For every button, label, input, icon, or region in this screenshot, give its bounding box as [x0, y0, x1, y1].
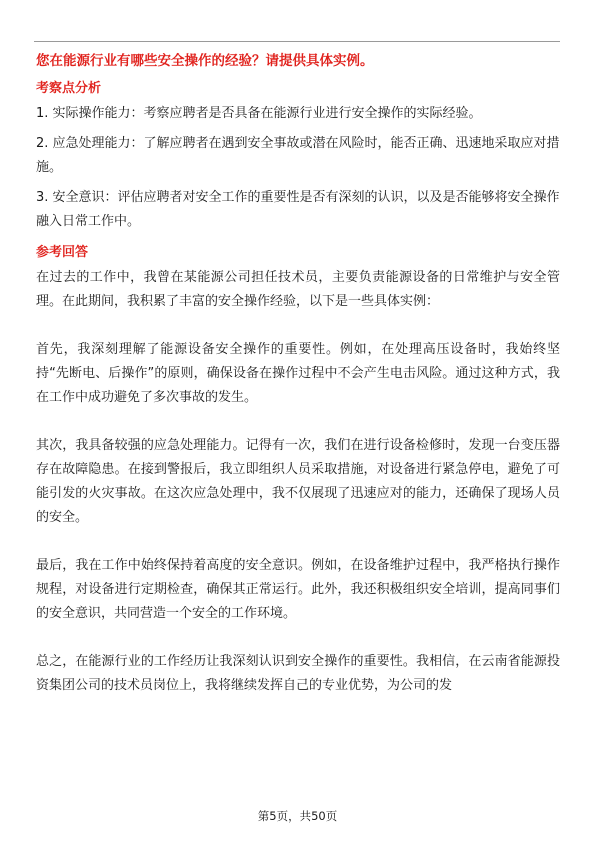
- header-divider: [34, 41, 560, 42]
- analysis-point: 1. 实际操作能力：考察应聘者是否具备在能源行业进行安全操作的实际经验。: [36, 106, 482, 121]
- answer-paragraph: 首先，我深刻理解了能源设备安全操作的重要性。例如，在处理高压设备时，我始终坚持“先断电、后操作”的原则，确保设备在操作过程中不会产生电击风险。通过这种方式，我在工作中成功避免了多次事故的发生。: [36, 342, 560, 405]
- page-number: 第5页，共50页: [257, 809, 338, 823]
- page-content: [36, 50, 560, 698]
- answer-paragraph: 在过去的工作中，我曾在某能源公司担任技术员，主要负责能源设备的日常维护与安全管理。在此期间，我积累了丰富的安全操作经验，以下是一些具体实例：: [36, 270, 560, 309]
- analysis-heading: 考察点分析: [36, 81, 102, 96]
- answer-heading: 参考回答: [36, 245, 89, 260]
- answer-paragraph: 最后，我在工作中始终保持着高度的安全意识。例如，在设备维护过程中，我严格执行操作规程，对设备进行定期检查，确保其正常运行。此外，我还积极组织安全培训，提高同事们的安全意识，共同营造一个安全的工作环境。: [36, 558, 560, 621]
- answer-paragraph: 其次，我具备较强的应急处理能力。记得有一次，我们在进行设备检修时，发现一台变压器存在故障隐患。在接到警报后，我立即组织人员采取措施，对设备进行紧急停电，避免了可能引发的火灾事故。在这次应急处理中，我不仅展现了迅速应对的能力，还确保了现场人员的安全。: [36, 438, 560, 525]
- analysis-point: 3. 安全意识：评估应聘者对安全工作的重要性是否有深刻的认识，以及是否能够将安全操作融入日常工作中。: [36, 190, 560, 229]
- interview-question: 您在能源行业有哪些安全操作的经验？请提供具体实例。: [36, 53, 374, 69]
- analysis-point: 2. 应急处理能力：了解应聘者在遇到安全事故或潜在风险时，能否正确、迅速地采取应对措施。: [36, 136, 560, 175]
- answer-paragraph: 总之，在能源行业的工作经历让我深刻认识到安全操作的重要性。我相信，在云南省能源投资集团公司的技术员岗位上，我将继续发挥自己的专业优势，为公司的发: [36, 654, 560, 693]
